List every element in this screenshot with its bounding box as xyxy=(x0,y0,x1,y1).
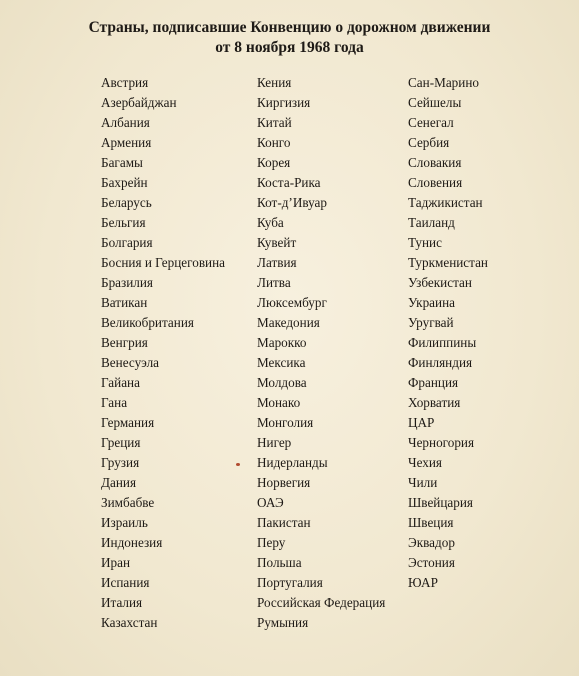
country-list-item: Казахстан xyxy=(101,615,158,630)
country-list-item: Эстония xyxy=(408,555,455,570)
country-column-3 xyxy=(408,73,488,593)
country-list-item: Кения xyxy=(257,75,292,90)
country-list-item: Словакия xyxy=(408,155,462,170)
country-list-item: Дания xyxy=(101,475,137,490)
country-list-item: Албания xyxy=(101,115,150,130)
country-list-item: Сейшелы xyxy=(408,95,462,110)
country-list-item: Гайана xyxy=(101,375,140,390)
country-list-item: Марокко xyxy=(257,335,307,350)
country-list-item: Багамы xyxy=(101,155,143,170)
country-list-item: Венесуэла xyxy=(101,355,160,370)
country-list-item: Сербия xyxy=(408,135,450,150)
country-list-item: Испания xyxy=(101,575,150,590)
country-list-item: Узбекистан xyxy=(408,275,472,290)
country-list-item: Куба xyxy=(257,215,284,230)
country-list-item: Хорватия xyxy=(408,395,461,410)
country-list-item: Латвия xyxy=(257,255,297,270)
country-list-item: Индонезия xyxy=(101,535,163,550)
country-list-item: Молдова xyxy=(257,375,307,390)
country-list-item: Норвегия xyxy=(257,475,311,490)
title-line-1: Страны, подписавшие Конвенцию о дорожном движении xyxy=(88,19,491,36)
country-list-item: Израиль xyxy=(101,515,148,530)
country-list-item: Беларусь xyxy=(101,195,152,210)
country-list-item: Болгария xyxy=(101,235,153,250)
country-list-item: Румыния xyxy=(257,615,309,630)
country-list-item: Уругвай xyxy=(408,315,454,330)
ink-speck xyxy=(236,463,240,466)
country-list-item: Швейцария xyxy=(408,495,473,510)
country-list-item: Люксембург xyxy=(257,295,327,310)
country-list-item: Российская Федерация xyxy=(257,595,386,610)
country-list-item: Ватикан xyxy=(101,295,148,310)
country-list-item: Черногория xyxy=(408,435,475,450)
country-list-item: Перу xyxy=(257,535,286,550)
country-list-item: Бельгия xyxy=(101,215,146,230)
country-list-item: Гана xyxy=(101,395,128,410)
country-list-item: Кувейт xyxy=(257,235,297,250)
country-list-item: Литва xyxy=(257,275,291,290)
country-list-item: Китай xyxy=(257,115,292,130)
country-list-item: ЮАР xyxy=(408,575,438,590)
country-list-item: Венгрия xyxy=(101,335,148,350)
country-list-item: Сенегал xyxy=(408,115,454,130)
country-list-item: Франция xyxy=(408,375,459,390)
country-list-item: ОАЭ xyxy=(257,495,284,510)
country-list-item: Мексика xyxy=(257,355,306,370)
country-column-2 xyxy=(257,73,385,633)
country-list-item: Азербайджан xyxy=(101,95,177,110)
country-list-item: Словения xyxy=(408,175,463,190)
country-list-item: Украина xyxy=(408,295,455,310)
country-list-item: Корея xyxy=(257,155,291,170)
country-list-item: Сан-Марино xyxy=(408,75,479,90)
country-list-item: Бахрейн xyxy=(101,175,148,190)
country-list-item: Австрия xyxy=(101,75,149,90)
country-list-item: Греция xyxy=(101,435,141,450)
country-list-item: Грузия xyxy=(101,455,140,470)
country-list-item: Филиппины xyxy=(408,335,477,350)
country-list-item: Эквадор xyxy=(408,535,455,550)
country-list-item: Туркменистан xyxy=(408,255,488,270)
country-list-item: Македония xyxy=(257,315,320,330)
country-list-item: Монако xyxy=(257,395,301,410)
country-list-item: Чили xyxy=(408,475,438,490)
page-title xyxy=(0,18,579,58)
country-list-item: Пакистан xyxy=(257,515,311,530)
country-list-item: Таиланд xyxy=(408,215,455,230)
country-list-item: Бразилия xyxy=(101,275,153,290)
country-list-item: Киргизия xyxy=(257,95,311,110)
country-list-item: Иран xyxy=(101,555,131,570)
country-list-item: Португалия xyxy=(257,575,323,590)
country-list-item: Польша xyxy=(257,555,302,570)
country-list-item: Армения xyxy=(101,135,152,150)
country-list-item: Италия xyxy=(101,595,143,610)
country-list-item: Зимбабве xyxy=(101,495,155,510)
country-list-item: Швеция xyxy=(408,515,454,530)
title-line-2: от 8 ноября 1968 года xyxy=(215,39,364,56)
country-list-item: Коста-Рика xyxy=(257,175,321,190)
country-column-1 xyxy=(101,73,225,633)
country-list-item: ЦАР xyxy=(408,415,435,430)
country-list-item: Конго xyxy=(257,135,291,150)
country-list-item: Монголия xyxy=(257,415,314,430)
country-list-item: Босния и Герцеговина xyxy=(101,255,226,270)
country-list-item: Кот-д’Ивуар xyxy=(257,195,327,210)
country-list-item: Нидерланды xyxy=(257,455,328,470)
country-list-item: Чехия xyxy=(408,455,442,470)
country-list-item: Тунис xyxy=(408,235,442,250)
country-list-item: Финляндия xyxy=(408,355,473,370)
country-list-item: Таджикистан xyxy=(408,195,483,210)
country-list-item: Великобритания xyxy=(101,315,194,330)
country-list-item: Германия xyxy=(101,415,155,430)
country-list-item: Нигер xyxy=(257,435,292,450)
